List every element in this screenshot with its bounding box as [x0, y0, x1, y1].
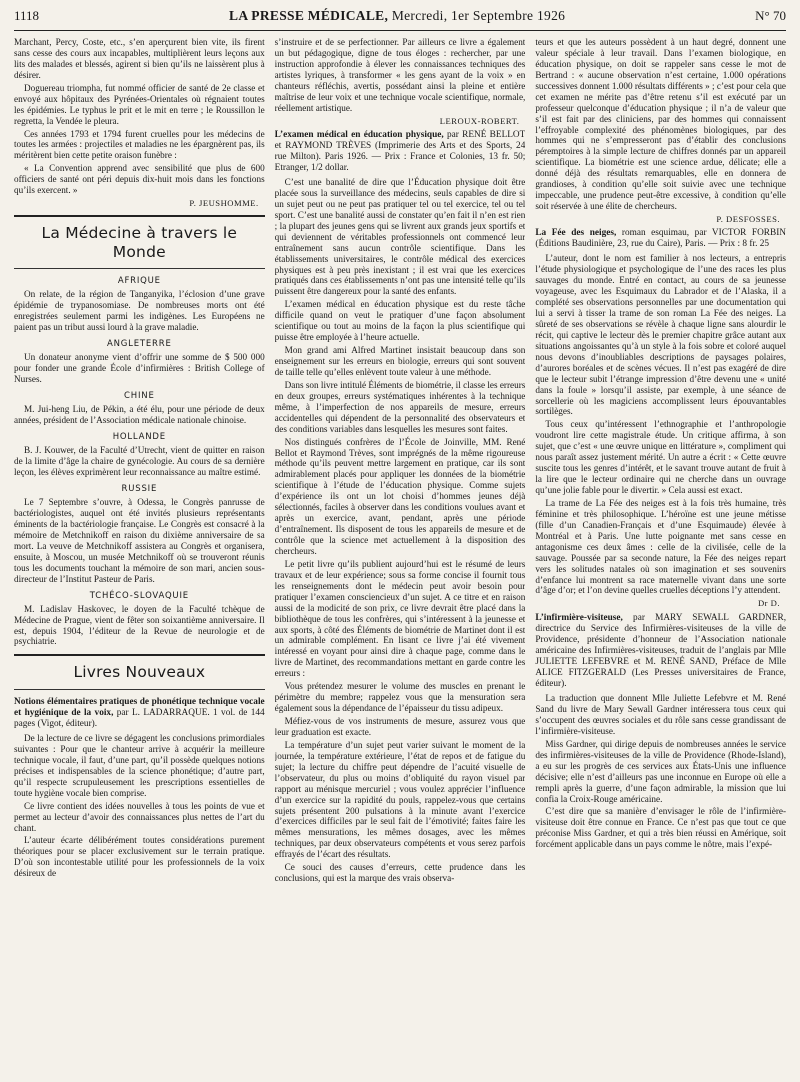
- review-paragraph: La température d’un sujet peut varier suivant le moment de la journée, la température extérieure, l’état de repos et de fatigue du sujet; la lecture du chiffre peut dépendre de l’acuité visuelle de l’observateur, du plus ou moins d’obliquité du rayon visuel par rapport au ménisque mercuriel ; vous voulez apprécier l’influence d’un exercice sur la rapidité du pouls, rappelez-vous que certains sujets présentent 200 pulsations à la minute avant l’exercice d’exercices difficiles par le seul fait de l’émotivité; faites faire les mêmes mensurations, les mêmes dosages, avec les mêmes techniques, par deux observateurs compétents et vous serez parfois effrayés de l’écart des résultats.: [274, 739, 526, 860]
- column-3: [535, 37, 786, 1077]
- country-heading: CHINE: [124, 391, 155, 401]
- review-paragraph: Mon grand ami Alfred Martinet insistait beaucoup dans son enseignement sur les erreurs en biologie, erreurs qui sont souvent de taille telle qu’elles enlèvent toute valeur à une méthode.: [274, 345, 526, 377]
- review-paragraph: Nos distingués confrères de l’École de Joinville, MM. René Bellot et Raymond Trèves, sont imprégnés de la même rigoureuse méthode qu’ils peuvent mettre largement en pratique, car ils sont admirablement placés pour appliquer les données de la biométrie scientifique à l’étude de l’éducation physique. Comme sujets d’expérience ils ont un lot choisi d’hommes jeunes déjà sélectionnés, faciles à observer dans les conditions voulues avant et après un exercice, avant, pendant, après une période d’entraînement. Ils disposent de tous les appareils de mesure et de contrôle que la science met actuellement à la disposition des chercheurs.: [274, 436, 526, 556]
- review-paragraph: La trame de La Fée des neiges est à la fois très humaine, très féminine et très philosophique. L’héroïne est une jeune métisse (fille d’un Canadien-Français et d’une Esquimaude) élevée à Montréal et à Paris. Une lutte poignante met sans cesse en antagonisme ces deux âmes : celle de la civilisée, celle de la sauvage. Poussée par sa seconde nature, la Fée des neiges repart vers les solitudes natales où son imagination et ses souvenirs d’enfance lui montrent sa race maternelle vivant dans une sorte d’âge d’or; et l’on devine quelles cruelles déceptions l’y attendent.: [535, 497, 786, 596]
- news-paragraph: B. J. Kouwer, de la Faculté d’Utrecht, vient de quitter en raison de la limite d’âge la chaire de gynécologie. Au cours de sa dernière leçon, les élèves exprimèrent leur reconnaissance au maître estimé.: [14, 445, 265, 477]
- book-review-heading: [14, 697, 265, 730]
- review-paragraph: Le petit livre qu’ils publient aujourd’hui est le résumé de leurs travaux et de leur expérience; sous sa forme concise il fournit tous les renseignements dont le médecin peut avoir besoin pour pratiquer l’examen consciencieux d’un sujet. A ce titre et en raison aussi de la modicité de son prix, ce livre devrait être placé dans la bibliothèque de tous les confrères, qui s’intéressent à la jeunesse et aux sports, à côté des Éléments de biométrie de Martinet dont il est un admirable complément. En lisant ce livre j’ai été vivement intéressé en voyant pour ainsi dire à chaque page, comme dans le livre de Martinet, des recommandations mettant en garde contre les erreurs :: [274, 558, 526, 679]
- divider: [14, 215, 265, 217]
- column-1: [14, 37, 265, 1077]
- review-paragraph: Ce livre contient des idées nouvelles à tous les points de vue et permet au lecteur d’avoir des connaissances plus nettes de l’art du chant.: [14, 800, 265, 833]
- article-paragraph: Ces années 1793 et 1794 furent cruelles pour les médecins de toutes les armées : projectiles et maladies ne les épargnèrent pas, ils méritèrent bien cette petite oraison funèbre :: [14, 128, 265, 161]
- issue-number: N° 70: [755, 8, 786, 23]
- page-number: 1118: [14, 8, 40, 23]
- book-title: La Fée des neiges,: [535, 228, 617, 239]
- book-review-heading: [535, 613, 786, 690]
- divider: [14, 268, 265, 269]
- country-heading: HOLLANDE: [112, 431, 166, 442]
- country-heading: ANGLETERRE: [107, 339, 172, 350]
- review-paragraph: Miss Gardner, qui dirige depuis de nombreuses années le service des infirmières-visiteuses de la ville de Providence (Rhode-Island), a eu sur les progrès de ces services aux États-Unis une influence décisive; elle n’est d’ailleurs pas une inconnue en Europe où elle a rempli après la guerre, d’une façon admirable, la mission que lui confia la Croix-Rouge américaine.: [535, 738, 786, 804]
- review-paragraph: Méfiez-vous de vos instruments de mesure, assurez vous que leur graduation est exacte.: [274, 716, 526, 737]
- news-paragraph: Un donateur anonyme vient d’offrir une somme de $ 500 000 pour fonder une grande École d’infirmières : British College of Nurses.: [14, 352, 265, 385]
- country-heading: TCHÉCO-SLOVAQUIE: [89, 590, 189, 601]
- country-item: [14, 276, 265, 333]
- country-item: [14, 484, 265, 585]
- journal-name: LA PRESSE MÉDICALE,: [229, 8, 389, 23]
- review-paragraph: L’auteur, dont le nom est familier à nos lecteurs, a entrepris l’étude physiologique et psychologique de l’une des races les plus sauvages du monde. Entré en contact, au cours de sa jeunesse voyageuse, avec les Esquimaux du Labrador et de l’Alaska, il a complété ses observations personnelles par une documentation qui lui a servi à tisser la trame de son roman La Fée des neiges. La sûreté de ses observations se révèle à chaque ligne sans alourdir le récit, qui captive le lecteur dès le premier chapitre grâce autant aux situations angoissantes qu’à un style à la fois sobre et coloré auquel nous devons d’inoubliables descriptions de paysages polaires, d’aurores boréales et de scènes vécues. Il n’est pas exagéré de dire que le lecteur subit l’étrange impression d’être devenu une « unité dans la foule » lorsqu’il assiste, par exemple, à une séance de sorcellerie où les magiciens accomplissent leurs épouvantables sortilèges.: [535, 253, 786, 417]
- review-paragraph: teurs et que les auteurs possèdent à un haut degré, donnent une valeur spéciale à leur travail. Dans l’examen biologique, en éducation physique, on doit se rappeler sans cesse le mot de Bertrand : « aucune observation n’est certaine, 1.000 opérations successives donnent 1.000 résultats différents » ; c’est pour cela que cet examen ne mérite pas d’être retenu s’il est exécuté par un professeur quelconque d’éducation physique ; il n’a de valeur que s’il est fait par des cliniciens, par des hommes qui connaissent l’effroyable complexité des phénomènes biologiques, par des hommes qui ne s’empresseront pas d’établir des conclusions péremptoires à la simple lecture de chiffres donnés par un appareil scientifique. La biométrie est une science ardue, délicate; elle a donné déjà des résultats remarquables, elle en donnera de grandioses, à condition qu’elle soit suivie avec une technique impeccable, une prudence peut-être excessive, à condition qu’elle soit réservée à une élite de chercheurs.: [535, 37, 786, 212]
- article-paragraph: Marchant, Percy, Coste, etc., s’en aperçurent bien vite, ils firent sans cesse des cours aux incapables, multiplièrent leurs leçons aux lits des malades et blessés, agirent si bien qu’ils ne laissèrent plus à désirer.: [14, 37, 265, 80]
- book-title: L’infirmière-visiteuse,: [535, 612, 623, 623]
- book-publication: roman esquimau, par VICTOR FORBIN (Éditions Baudinière, 23, rue du Caire), Paris. — Prix : 8 fr. 25: [535, 228, 786, 250]
- review-paragraph: Vous prétendez mesurer le volume des muscles en prenant le périmètre du membre; rappelez vous que la mensuration sera également sous la dépendance de l’épaisseur du tissu adipeux.: [274, 681, 526, 714]
- review-paragraph: De la lecture de ce livre se dégagent les conclusions primordiales suivantes : Pour que le chanteur arrive à acquérir la meilleure technique vocale, il faut, d’une part, qu’il possède quelques notions précises et indispensables de la science phonétique; d’autre part, qu’il respecte scrupuleusement les prescriptions essentielles de toute hygiène vocale bien comprise.: [14, 733, 265, 798]
- book-review-heading: [535, 228, 786, 250]
- book-review-heading: [275, 130, 526, 174]
- book-publication: par L. LADARRAQUE. 1 vol. de 144 pages (Vigot, éditeur).: [14, 707, 265, 729]
- review-paragraph: Ce souci des causes d’erreurs, cette prudence dans les conclusions, qui est la marque des vrais observa-: [274, 862, 526, 884]
- book-publication: par RENÉ BELLOT et RAYMOND TRÈVES (Imprimerie des Arts et des Sports, 24 rue Milton). Paris 1926. — Prix : France et Colonies, 13 fr. 50; Etranger, 1/2 dollar.: [274, 129, 526, 173]
- section-title: La Médecine à travers le Monde: [41, 224, 238, 261]
- news-paragraph: On relate, de la région de Tanganyika, l’éclosion d’une grave épidémie de trypanosomiase. De nombreuses morts ont été enregistrées seulement parmi les indigènes. Les Européens ne paient pas un tribut aussi lourd à la grave maladie.: [14, 289, 265, 333]
- page-header: [14, 8, 786, 31]
- masthead: [229, 8, 565, 24]
- article-paragraph: Doguereau triompha, fut nommé officier de santé de 2e classe et envoyé aux hôpitaux des Pyrénées-Orientales où régnaient toutes les épidémies. Le typhus le prit et le mit en terre ; le Roussillon le regretta, la Vendée le pleura.: [14, 82, 265, 126]
- news-paragraph: Le 7 Septembre s’ouvre, à Odessa, le Congrès panrusse de bactériologistes, auquel ont été invités plusieurs représentants éminents de la bactériologie française. Le Congrès est consacré à la mémoire de Metchnikoff en raison du dixième anniversaire de sa mort. La veuve de Metchnikoff assistera au Congrès et organisera, ensuite, à Moscou, un musée Metchnikoff où se trouveront réunis tous les documents touchant la mémoire de son mari, ancien sous-directeur de l’Institut Pasteur de Paris.: [14, 497, 265, 584]
- author-signature: P. JEUSHOMME.: [189, 198, 259, 209]
- author-signature: Dr D.: [757, 598, 781, 609]
- country-item: [14, 391, 265, 426]
- review-paragraph: C’est dire que sa manière d’envisager le rôle de l’infirmière-visiteuse doit être connue en France. Ce n’est pas que tout ce que préconise Miss Gardner, et qui a très bien réussi en Amérique, soit forcément applicable dans un pays comme le nôtre, mais l’expé-: [535, 806, 786, 850]
- book-title: Notions élémentaires pratiques de phonétique technique vocale et hygiénique de la voix,: [14, 696, 265, 718]
- country-heading: RUSSIE: [121, 483, 158, 494]
- country-item: [14, 432, 265, 478]
- book-title: L’examen médical en éducation physique,: [274, 129, 444, 140]
- divider: [14, 654, 265, 656]
- review-paragraph: La traduction que donnent Mlle Juliette Lefebvre et M. René Sand du livre de Mary Sewall Gardner intéressera tous ceux qui s’occupent des œuvres sociales et du rôle sans cesse grandissant de l’infirmière-visiteuse.: [535, 693, 786, 736]
- review-paragraph: L’examen médical en éducation physique est du reste tâche difficile quand on veut le pratiquer d’une façon absolument scientifique ou tout au moins de la façon la plus scientifique qui puisse être employée à l’heure actuelle.: [274, 299, 526, 343]
- column-2: [275, 37, 526, 1077]
- author-signature: LEROUX-ROBERT.: [439, 115, 520, 126]
- news-paragraph: M. Jui-heng Liu, de Pékin, a été élu, pour une période de deux années, président de l’Association médicale nationale chinoise.: [14, 404, 265, 426]
- country-heading: AFRIQUE: [117, 276, 161, 287]
- review-paragraph: s’instruire et de se perfectionner. Par ailleurs ce livre a également un but pédagogique, digne de tous éloges : rechercher, par une instruction approfondie à élever les connaissances techniques des artistes lyriques, à transformer « les gens ayant de la voix » en chanteurs réfléchis, avertis, possédant ainsi la pleine et entière maîtrise de leur voix et une technique vocale scientifique, normale, réellement artistique.: [274, 37, 526, 113]
- article-paragraph: « La Convention apprend avec sensibilité que plus de 600 officiers de santé ont péri depuis dix-huit mois dans les fonctions qu’ils exercent. »: [14, 163, 265, 196]
- country-item: [14, 591, 265, 648]
- book-publication: par MARY SEWALL GARDNER, directrice du Service des Infirmières-visiteuses de la ville de Providence, présidente d’honneur de l’Association nationale américaine des Infirmières-visiteuses, traduit de l’anglais par Mlle JULIETTE LEFEBVRE et M. RENÉ SAND, Préface de Mlle ALICE FITZGERALD (Les Presses universitaires de France, éditeur).: [535, 612, 786, 689]
- issue-date: Mercredi, 1er Septembre 1926: [391, 8, 566, 23]
- review-paragraph: Dans son livre intitulé Éléments de biométrie, il classe les erreurs en deux groupes, erreurs systématiques inhérentes à la technique même, à l’imperfection de nos appareils de mesure, erreurs accidentelles qui dépendent de la personnalité des observateurs et des conditions variables dans lesquelles les mesures sont faites.: [274, 379, 526, 434]
- country-item: [14, 339, 265, 385]
- divider: [14, 689, 265, 690]
- review-paragraph: C’est une banalité de dire que l’Éducation physique doit être placée sous la surveillance des médecins, seuls capables de dire si un sujet peut ou ne peut pas pratiquer tel ou tel exercice, tel ou tel sport. C’est une banalité aussi de constater qu’en fait il n’en est rien ; la plupart des jeunes gens qui se livrent aux grands jeux sportifs et qui deviennent de véritables professionnels ont commencé leur entraînement sans aucun contrôle scientifique. Dans les établissements universitaires, le contrôle médical des exercices physiques est à peu près inexistant ; il est vrai que les exercices pratiqués dans ces établissements n’ont pas une intensité telle qu’ils puissent être dangereux pour la santé des enfants.: [274, 177, 526, 297]
- books-section-title: Livres Nouveaux: [73, 663, 206, 682]
- author-signature: P. DESFOSSES.: [716, 214, 781, 224]
- review-paragraph: L’auteur écarte délibérément toutes considérations purement théoriques pour se placer exclusivement sur le terrain pratique. D’où son incontestable utilité pour les professionnels de la voix désireux de: [14, 835, 265, 879]
- news-paragraph: M. Ladislav Haskovec, le doyen de la Faculté tchèque de Médecine de Prague, vient de fêter son soixantième anniversaire. Il est, depuis 1904, l’éditeur de la Revue de neurologie et de psychiatrie.: [14, 603, 265, 647]
- review-paragraph: Tous ceux qu’intéressent l’ethnographie et l’anthropologie voudront lire cette magistrale étude. Un critique affirma, à son sujet, que c’est « une œuvre unique en littérature », compliment qui nous paraît assez justement mérité. Un autre a écrit : « Cette œuvre suscite tous les genres d’intérêt, et le savant trouve autant de fruit à la lire que le lecteur ordinaire qui ne cherche dans un ouvrage qu’une jolie fable pour le divertir. » Cela aussi est exact.: [535, 419, 786, 496]
